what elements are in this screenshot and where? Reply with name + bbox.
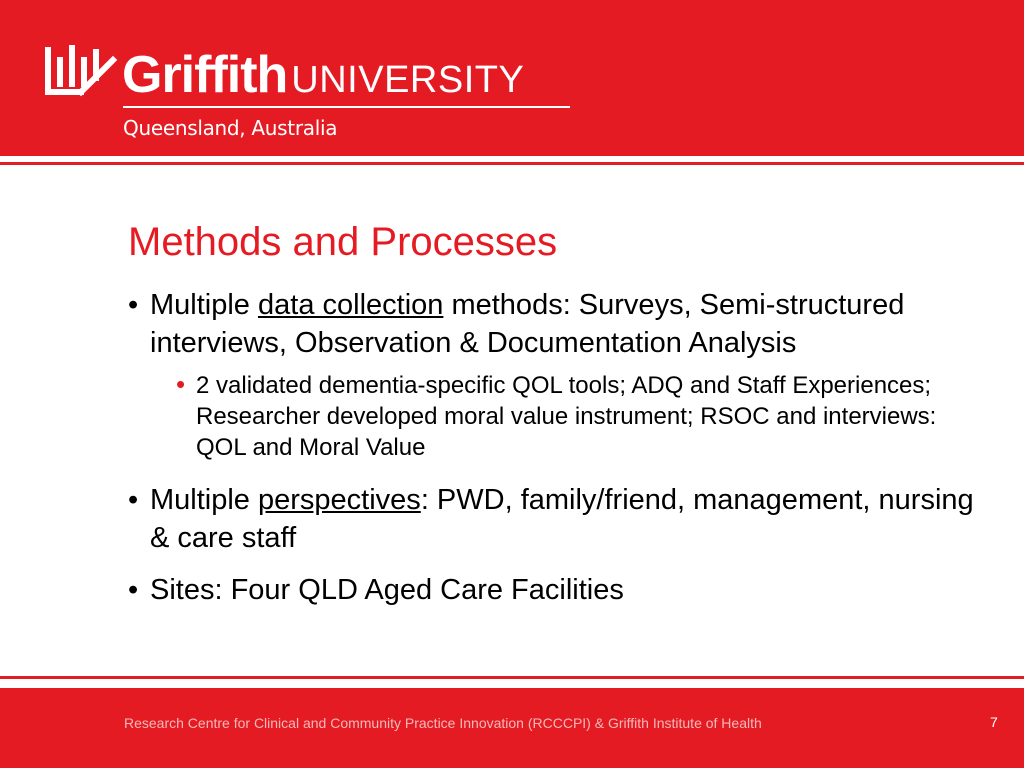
slide-content	[128, 286, 988, 623]
bullet-text-pre: Multiple	[150, 484, 258, 516]
footer-banner	[0, 688, 1024, 768]
brand-tagline: Queensland, Australia	[123, 116, 338, 140]
bullet-marker: •	[128, 289, 139, 321]
sub-bullet-tools	[176, 370, 988, 463]
bullet-data-collection	[128, 286, 988, 362]
page-number: 7	[990, 714, 998, 730]
bullet-marker: •	[128, 484, 139, 516]
bullet-text-post: : PWD, family/friend, management, nursing & care staff	[150, 484, 974, 554]
griffith-logo-icon	[43, 40, 119, 100]
bullet-perspectives	[128, 481, 988, 557]
logo-divider	[123, 106, 570, 108]
bullet-marker: •	[128, 574, 139, 606]
bullet-text-pre: Multiple	[150, 289, 258, 321]
bullet-text: Sites: Four QLD Aged Care Facilities	[150, 574, 624, 606]
bullet-text-underlined: data collection	[258, 289, 444, 321]
bullet-text-post: methods: Surveys, Semi-structured interviews, Observation & Documentation Analysis	[150, 289, 905, 359]
sub-bullet-marker: •	[176, 369, 186, 399]
footer-text: Research Centre for Clinical and Community Practice Innovation (RCCCPI) & Griffith Institute of Health	[124, 715, 762, 731]
slide-title: Methods and Processes	[128, 220, 558, 264]
university-wordmark	[122, 48, 524, 108]
header-rule	[0, 162, 1024, 165]
header-banner	[0, 0, 1024, 156]
brand-name-bold: Griffith	[122, 46, 288, 104]
bullet-sites	[128, 571, 988, 609]
bullet-text-underlined: perspectives	[258, 484, 421, 516]
sub-bullet-text: 2 validated dementia-specific QOL tools; ADQ and Staff Experiences; Researcher developed moral value instrument; RSOC and interviews: QOL and Moral Value	[196, 372, 937, 461]
brand-name-light: UNIVERSITY	[291, 59, 525, 101]
footer-rule	[0, 676, 1024, 679]
